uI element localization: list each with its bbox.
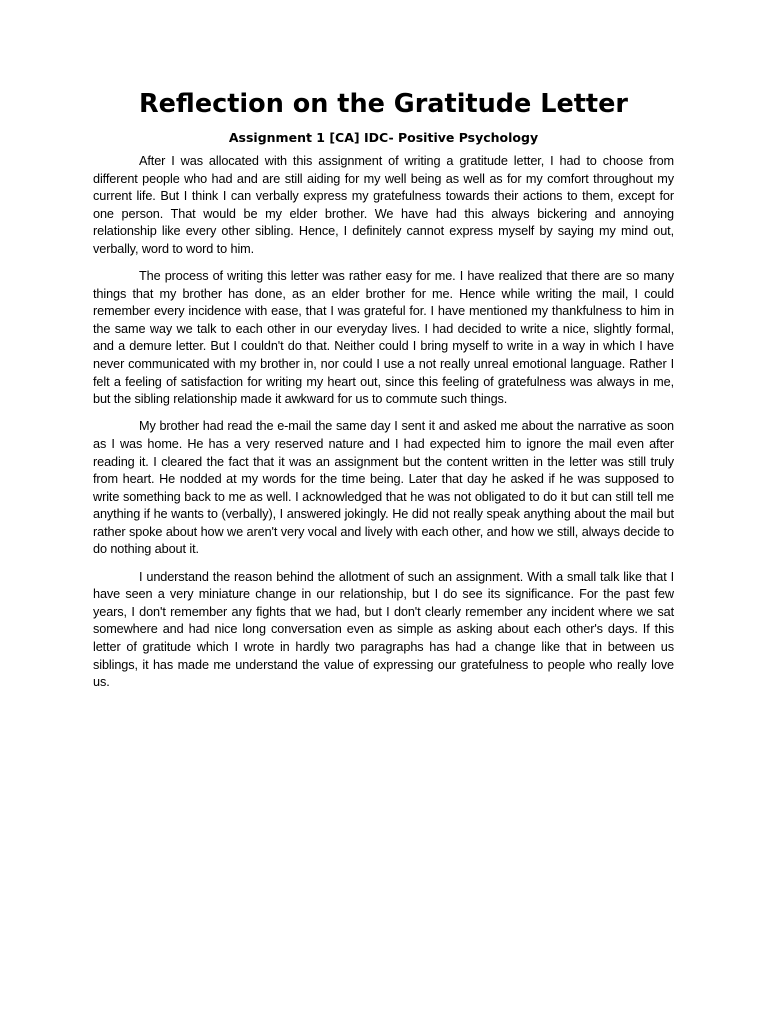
- body-paragraph-1: After I was allocated with this assignment of writing a gratitude letter, I had to choose from different people who had and are still aiding for my well being as well as for my comfort throughout my current life. But I think I can verbally express my gratefulness towards their actions to them, except for one person. That would be my elder brother. We have had this always bickering and annoying relationship like every other sibling. Hence, I definitely cannot express myself by saying my mind out, verbally, word to word to him.: [93, 154, 674, 256]
- body-paragraph-2: The process of writing this letter was rather easy for me. I have realized that there are so many things that my brother has done, as an elder brother for me. Hence while writing the mail, I could remember every incidence with ease, that I was grateful for. I have mentioned my thankfulness to him in the same way we talk to each other in our everyday lives. I had decided to write a nice, slightly formal, and a demure letter. But I couldn't do that. Neither could I bring myself to write in a way in which I have never communicated with my brother in, nor could I use a not really unreal emotional language. Rather I felt a feeling of satisfaction for writing my heart out, since this feeling of gratefulness was always in me, but the sibling relationship made it awkward for us to commute such things.: [93, 269, 674, 407]
- document-subtitle: Assignment 1 [CA] IDC- Positive Psychology: [228, 130, 539, 145]
- document-page: [93, 84, 674, 701]
- body-paragraph-4: I understand the reason behind the allotment of such an assignment. With a small talk like that I have seen a very miniature change in our relationship, but I do see its significance. For the past few years, I don't remember any fights that we had, but I don't clearly remember any incident where we sat somewhere and had nice long conversation even as simple as asking about each other's days. If this letter of gratitude which I wrote in hardly two paragraphs has had a change like that in between us siblings, it has made me understand the value of expressing our gratefulness to people who really love us.: [93, 569, 674, 690]
- body-paragraph-3: My brother had read the e-mail the same day I sent it and asked me about the narrative as soon as I was home. He has a very reserved nature and I had expected him to ignore the mail even after reading it. I cleared the fact that it was an assignment but the content written in the letter was still truly from heart. He nodded at my words for the time being. Later that day he asked if he was supposed to write something back to me as well. I acknowledged that he was not obligated to do it but can still tell me anything if he wants to (verbally), I answered jokingly. He did not really speak anything about the mail but rather spoke about how we aren't very vocal and lively with each other, and how we still, always decide to do nothing about it.: [93, 419, 674, 557]
- document-title: Reflection on the Gratitude Letter: [139, 89, 628, 119]
